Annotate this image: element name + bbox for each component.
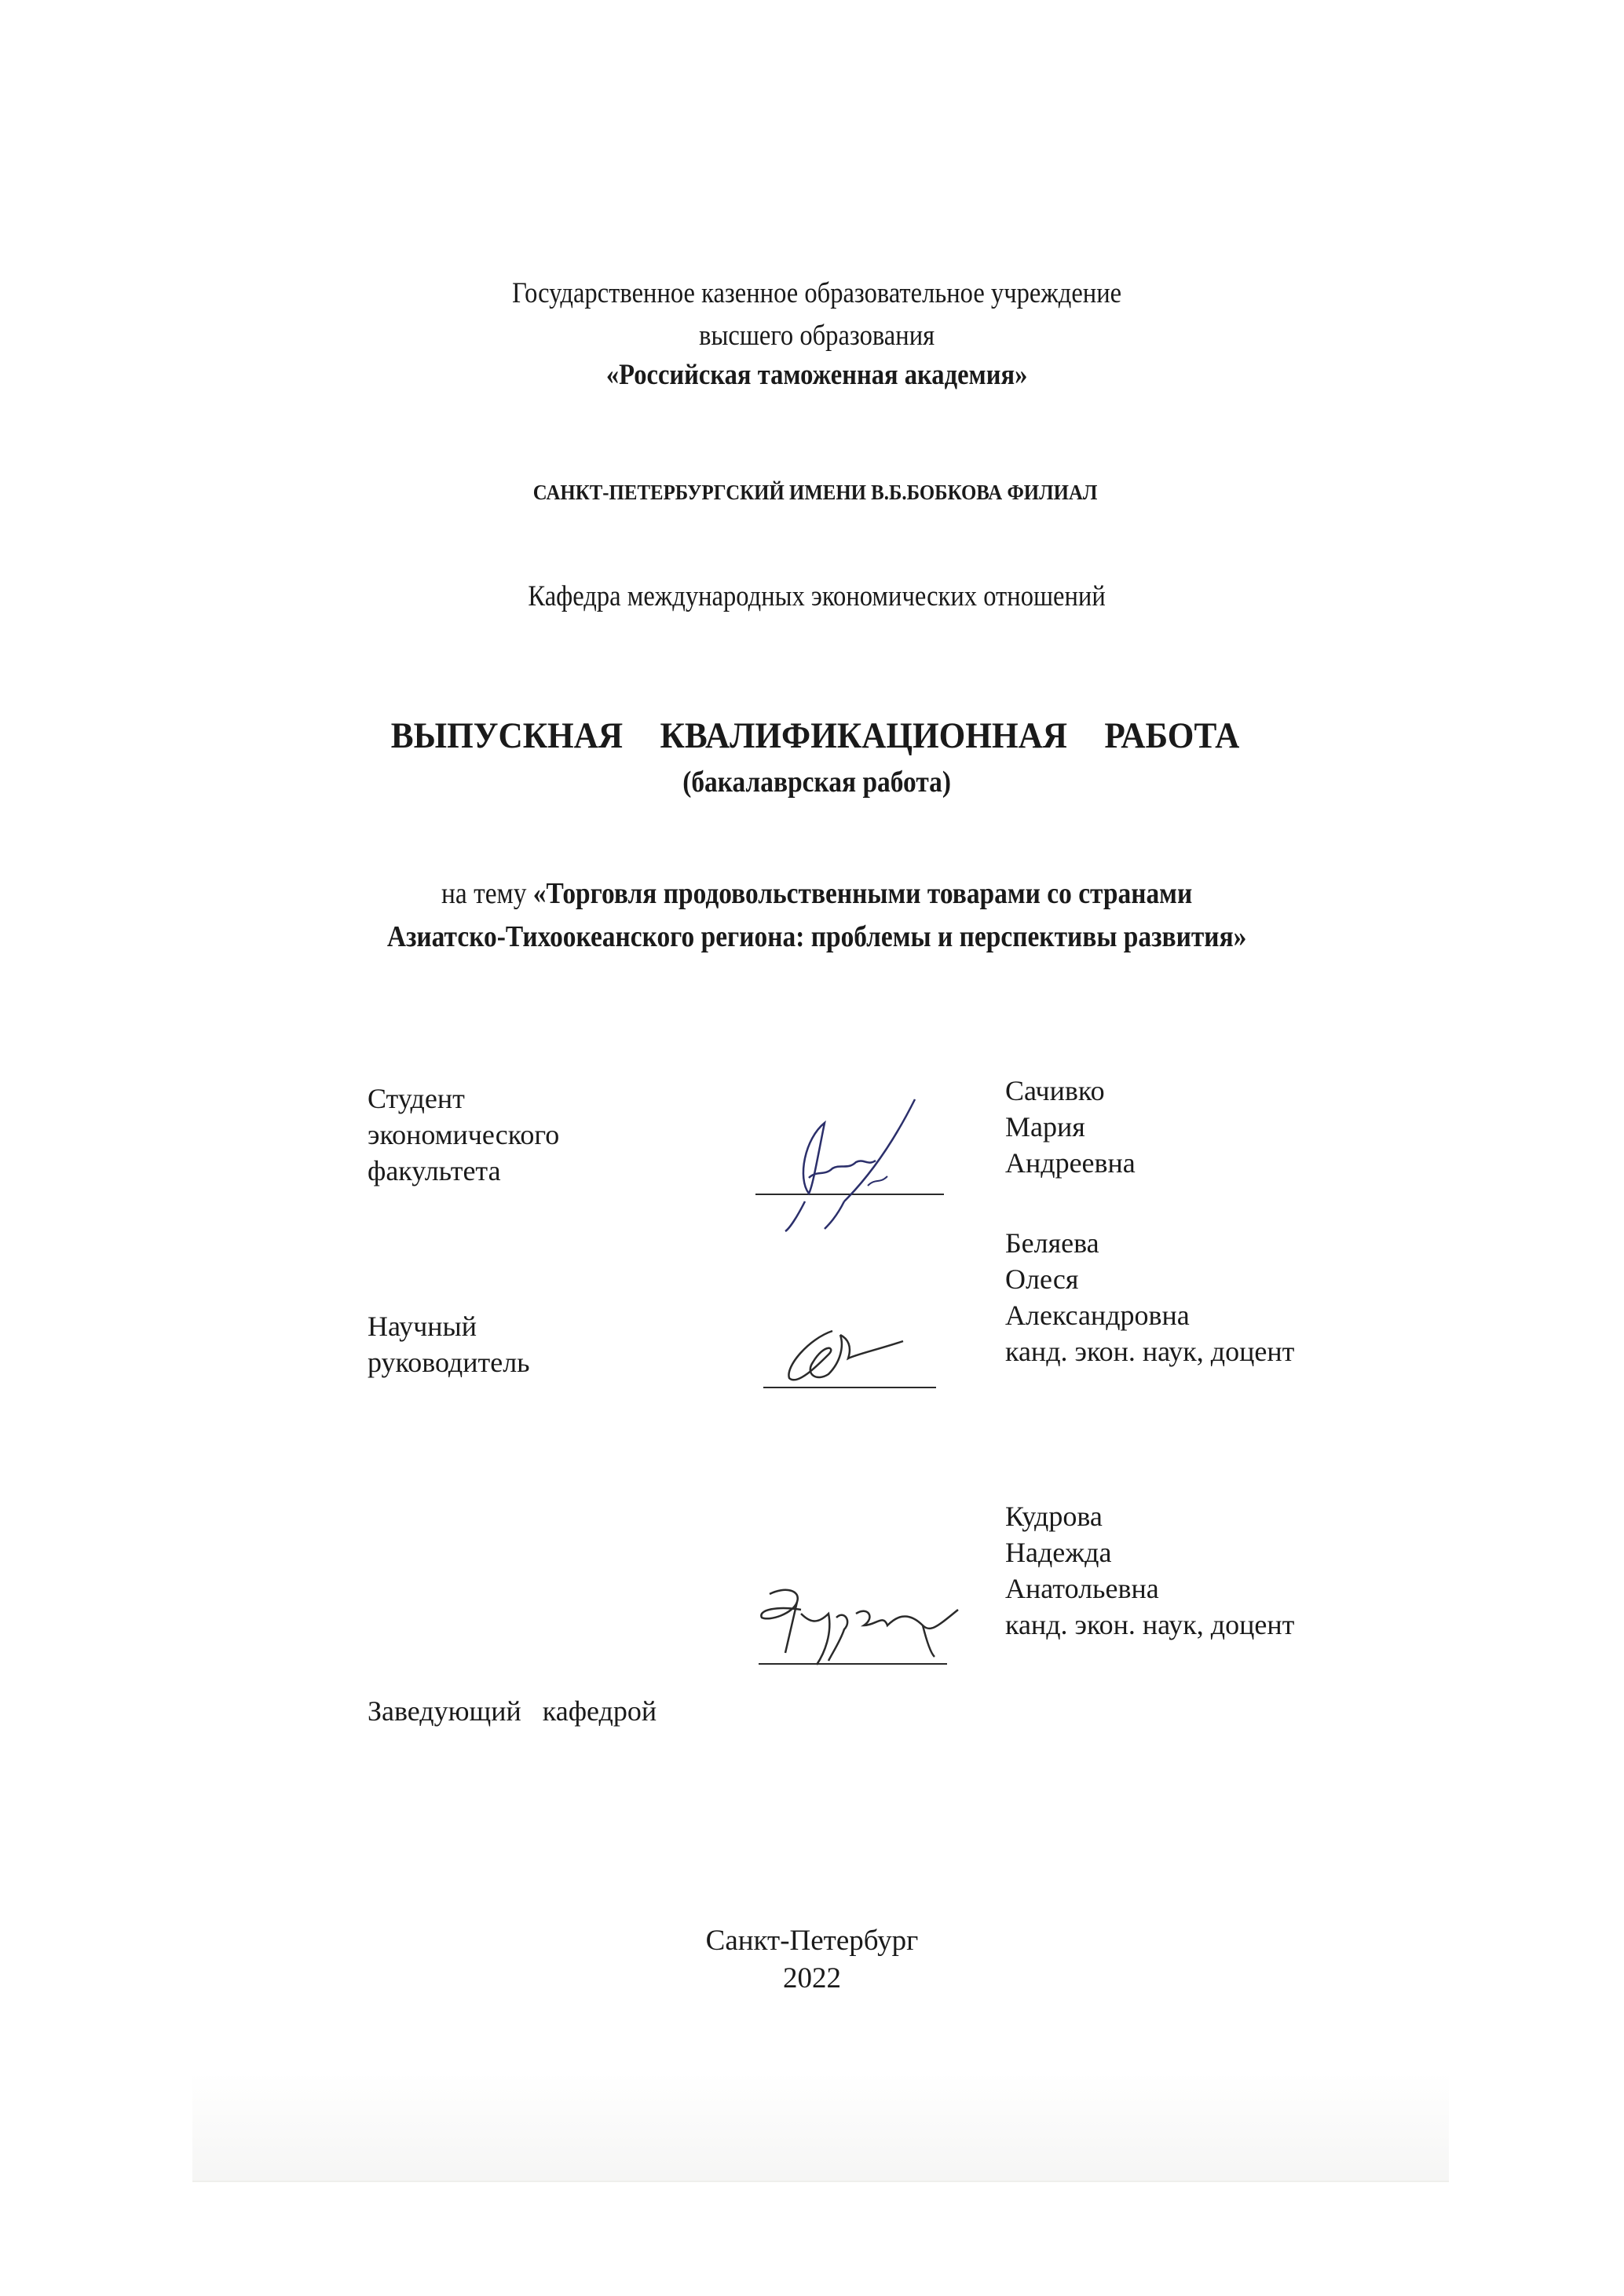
topic-title-part-2: Азиатско-Тихоокеанского региона: проблемы и перспективы развития» [386,920,1247,953]
student-signature [750,1091,954,1233]
role-line: руководитель [368,1347,530,1378]
institution-line-2: высшего образования [699,320,935,352]
scan-edge [192,2181,1449,2182]
supervisor-role [368,1308,530,1380]
name-line: Надежда [1005,1537,1112,1568]
name-line: Олеся [1005,1263,1079,1295]
role-line: Студент [368,1083,465,1114]
institution-line-1: Государственное казенное образовательное учреждение [512,277,1122,309]
year: 2022 [783,1962,841,1994]
work-subtype: (бакалаврская работа) [682,766,952,799]
supervisor-signature [770,1319,927,1390]
academic-title: канд. экон. наук, доцент [1005,1609,1295,1640]
role-line: Научный [368,1311,477,1342]
role-line: факультета [368,1155,501,1186]
supervisor-name [1005,1225,1294,1369]
head-signature [754,1578,966,1680]
topic-line-1 [102,876,1531,911]
academic-title: канд. экон. наук, доцент [1005,1336,1295,1367]
name-line: Анатольевна [1005,1573,1159,1604]
branch-name: САНКТ-ПЕТЕРБУРГСКИЙ ИМЕНИ В.Б.БОБКОВА ФИЛИАЛ [532,481,1098,504]
role-line: экономического [368,1119,560,1150]
name-line: Мария [1005,1111,1085,1143]
department-name: Кафедра международных экономических отношений [528,580,1106,612]
topic-prefix: на тему [441,877,533,910]
scan-shadow [192,2073,1449,2181]
head-of-department-name [1005,1498,1294,1643]
work-type-title: ВЫПУСКНАЯ КВАЛИФИКАЦИОННАЯ РАБОТА [390,715,1240,756]
head-of-department-role [368,1621,657,1801]
name-line: Александровна [1005,1300,1190,1331]
name-line: Сачивко [1005,1075,1105,1106]
city: Санкт-Петербург [705,1925,919,1957]
institution-name: «Российская таможенная академия» [605,359,1028,391]
topic-line-2 [102,919,1531,954]
topic-title-part-1: «Торговля продовольственными товарами со странами [532,877,1193,910]
role-line: Заведующий кафедрой [368,1695,657,1727]
student-name [1005,1073,1136,1181]
name-line: Андреевна [1005,1147,1136,1179]
student-role [368,1080,559,1189]
name-line: Кудрова [1005,1501,1103,1532]
name-line: Беляева [1005,1227,1099,1259]
